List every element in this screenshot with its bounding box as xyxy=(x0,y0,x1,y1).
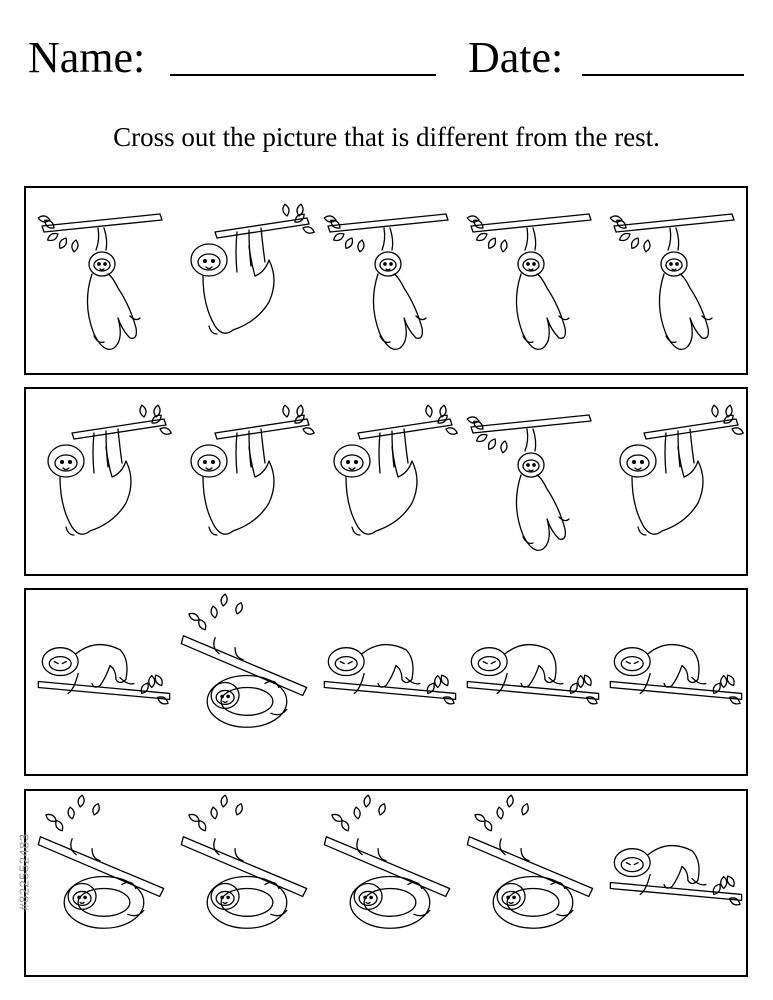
sloth-icon xyxy=(318,590,458,774)
sloth-icon xyxy=(461,590,601,774)
sloth-picture-lying-on-branch[interactable] xyxy=(32,590,172,774)
sloth-icon xyxy=(32,791,172,975)
sloth-icon xyxy=(318,791,458,975)
puzzle-row-3 xyxy=(24,588,748,776)
sloth-icon xyxy=(604,389,744,574)
sloth-icon xyxy=(604,188,744,373)
sloth-picture-lying-on-branch[interactable] xyxy=(318,590,458,774)
sloth-icon xyxy=(175,188,315,373)
sloth-picture-hanging-front[interactable] xyxy=(318,188,458,373)
sloth-picture-lying-on-branch[interactable] xyxy=(461,590,601,774)
sloth-icon xyxy=(461,791,601,975)
sloth-picture-hanging-side[interactable] xyxy=(175,188,315,373)
sloth-icon xyxy=(318,389,458,574)
sloth-icon xyxy=(461,389,601,574)
sloth-icon xyxy=(318,188,458,373)
sloth-icon xyxy=(604,590,744,774)
sloth-picture-curled-on-branch[interactable] xyxy=(175,590,315,774)
sloth-icon xyxy=(175,590,315,774)
sloth-picture-curled-on-branch[interactable] xyxy=(318,791,458,975)
sloth-picture-hanging-front[interactable] xyxy=(461,188,601,373)
sloth-picture-hanging-side[interactable] xyxy=(318,389,458,574)
sloth-picture-hanging-side[interactable] xyxy=(175,389,315,574)
date-input-line[interactable] xyxy=(582,74,744,76)
sloth-picture-curled-on-branch[interactable] xyxy=(32,791,172,975)
sloth-picture-hanging-front[interactable] xyxy=(604,188,744,373)
puzzle-row-4 xyxy=(24,789,748,977)
sloth-icon xyxy=(604,791,744,975)
worksheet-header xyxy=(28,28,748,88)
sloth-picture-hanging-front[interactable] xyxy=(461,389,601,574)
sloth-icon xyxy=(175,791,315,975)
sloth-picture-hanging-side[interactable] xyxy=(604,389,744,574)
sloth-picture-curled-on-branch[interactable] xyxy=(461,791,601,975)
name-label: Name: xyxy=(28,33,146,82)
sloth-picture-lying-on-branch[interactable] xyxy=(604,590,744,774)
instruction-text: Cross out the picture that is different from the rest. xyxy=(113,122,660,152)
name-input-line[interactable] xyxy=(170,74,436,76)
sloth-icon xyxy=(32,590,172,774)
sloth-icon xyxy=(175,389,315,574)
puzzle-row-1 xyxy=(24,186,748,375)
puzzle-row-2 xyxy=(24,387,748,576)
sloth-picture-curled-on-branch[interactable] xyxy=(175,791,315,975)
sloth-picture-hanging-front[interactable] xyxy=(32,188,172,373)
date-label: Date: xyxy=(468,33,564,82)
sloth-icon xyxy=(32,188,172,373)
sloth-icon xyxy=(461,188,601,373)
sloth-picture-hanging-side[interactable] xyxy=(32,389,172,574)
stock-watermark: #822552483 xyxy=(16,833,32,911)
sloth-icon xyxy=(32,389,172,574)
sloth-picture-lying-on-branch[interactable] xyxy=(604,791,744,975)
